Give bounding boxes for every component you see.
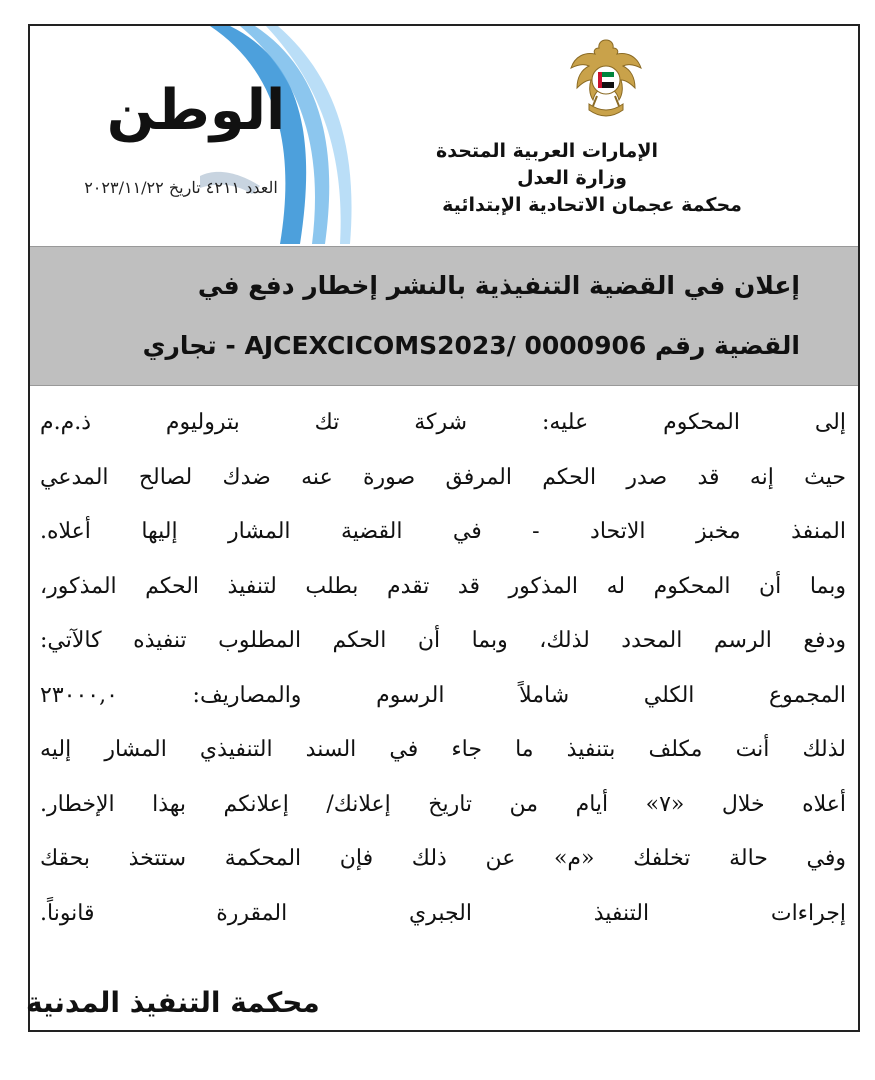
body-line: ودفع الرسم المحدد لذلك، وبما أن الحكم المطلوب تنفيذه كالآتي: (40, 628, 846, 653)
newspaper-name: الوطن (106, 78, 286, 143)
body-line: إجراءات التنفيذ الجبري المقررة قانوناً. (40, 900, 846, 926)
announcement-frame (28, 24, 860, 1032)
country-name: الإمارات العربية المتحدة (436, 140, 658, 162)
body-line: إلى المحكوم عليه: شركة تك بتروليوم ذ.م.م (40, 410, 846, 435)
court-name: محكمة عجمان الاتحادية الإبتدائية (442, 194, 742, 216)
announcement-title-band (30, 246, 858, 386)
body-line: لذلك أنت مكلف بتنفيذ ما جاء في السند التنفيذي المشار إليه (40, 737, 846, 762)
body-line: حيث إنه قد صدر الحكم المرفق صورة عنه ضدك لصالح المدعي (40, 464, 846, 490)
ministry-block (422, 138, 762, 219)
body-line: المجموع الكلي شاملاً الرسوم والمصاريف: ٢٣٠٠٠,٠ (40, 682, 846, 708)
body-line: وبما أن المحكوم له المذكور قد تقدم بطلب لتنفيذ الحكم المذكور، (40, 573, 846, 599)
body-line: وفي حالة تخلفك «م» عن ذلك فإن المحكمة ستتخذ بحقك (40, 846, 846, 871)
ministry-name: وزارة العدل (517, 167, 627, 189)
body-line: المنفذ مخبز الاتحاد - في القضية المشار إليها أعلاه. (40, 519, 846, 544)
masthead (30, 26, 858, 246)
body-line: أعلاه خلال «٧» أيام من تاريخ إعلانك/ إعلانكم بهذا الإخطار. (40, 791, 846, 817)
issue-number-date: العدد ٤٢١١ تاريخ ٢٠٢٣/١١/٢٢ (84, 178, 278, 197)
title-line-1: إعلان في القضية التنفيذية بالنشر إخطار دفع في (197, 271, 800, 300)
title-line-2: القضية رقم 0000906 /AJCEXCICOMS2023 - تجاري (142, 331, 800, 360)
signature: محكمة التنفيذ المدنية (26, 986, 320, 1019)
uae-falcon-emblem-icon (567, 34, 645, 122)
announcement-body (40, 396, 846, 941)
